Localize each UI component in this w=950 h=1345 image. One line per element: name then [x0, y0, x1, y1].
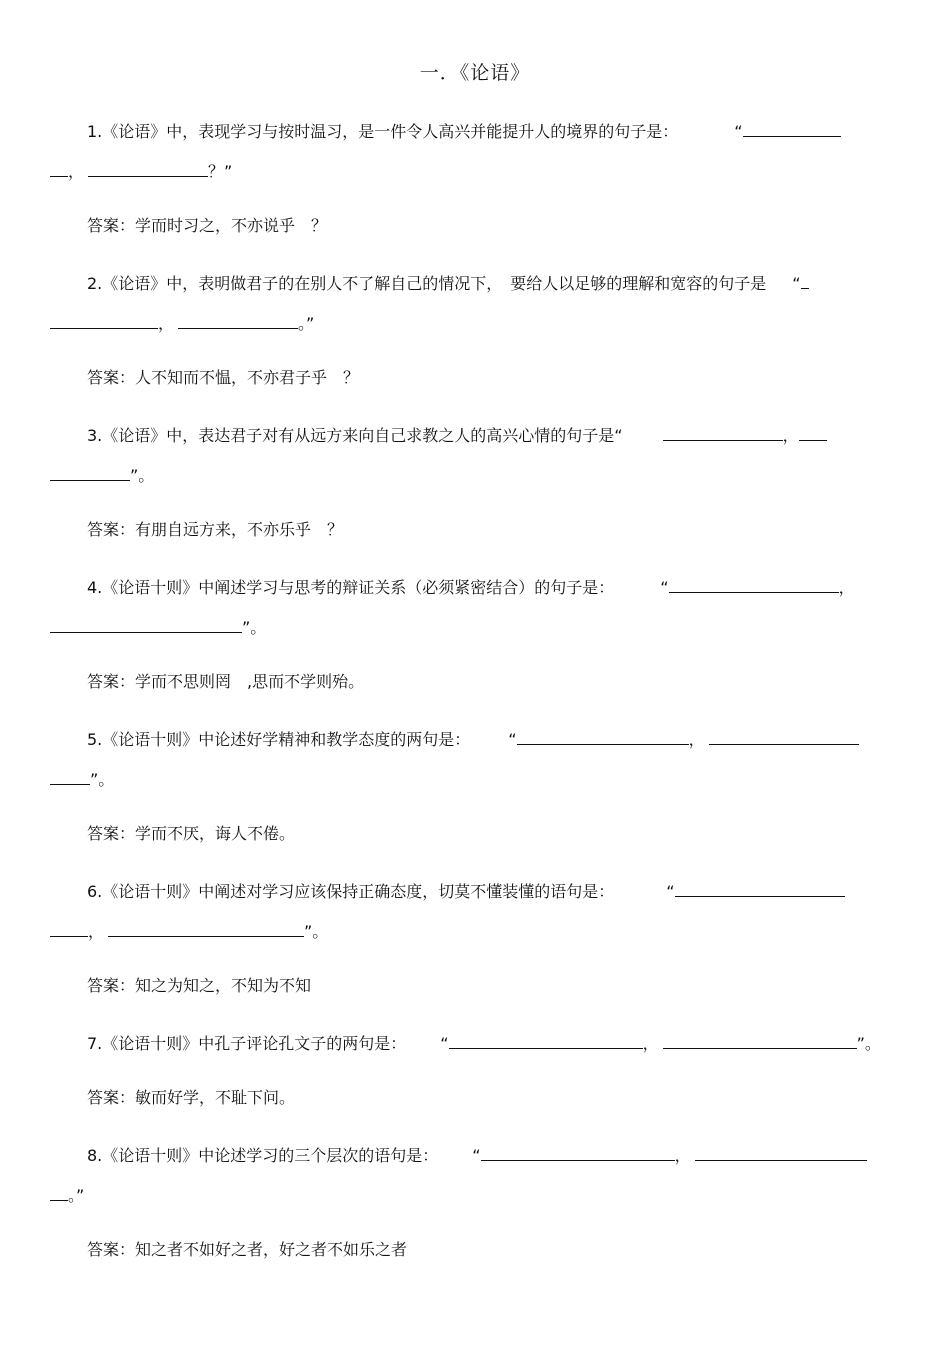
answer-blank[interactable]	[50, 466, 130, 481]
answer-blank[interactable]	[50, 770, 90, 785]
answer-blank[interactable]	[799, 426, 827, 441]
answer-2: 答案：人不知而不愠，不亦君子乎 ？	[87, 368, 360, 387]
question-6-cont: ， ”。	[50, 921, 902, 943]
question-1-cont: ， ？”	[50, 161, 902, 183]
question-8-cont: 。”	[50, 1185, 902, 1207]
answer-blank[interactable]	[695, 1146, 867, 1161]
answer-blank[interactable]	[449, 1034, 643, 1049]
answer-5: 答案：学而不厌，诲人不倦。	[87, 824, 296, 843]
answer-1: 答案：学而时习之，不亦说乎 ？	[87, 216, 328, 235]
question-4: 4.《论语十则》中阐述学习与思考的辩证关系（必须紧密结合）的句子是： “ ，	[87, 578, 855, 597]
question-6: 6.《论语十则》中阐述对学习应该保持正确态度，切莫不懂装懂的语句是： “	[50, 881, 939, 903]
answer-blank[interactable]	[178, 314, 298, 329]
answer-blank[interactable]	[88, 162, 208, 177]
question-2-cont: ， 。”	[50, 313, 902, 335]
question-3: 3.《论语》中，表达君子对有从远方来向自己求教之人的高兴心情的句子是“ ，	[50, 425, 939, 447]
answer-blank[interactable]	[50, 618, 242, 633]
answer-blank[interactable]	[50, 922, 88, 937]
question-1: 1.《论语》中，表现学习与按时温习，是一件令人高兴并能提升人的境界的句子是： “	[50, 121, 939, 143]
answer-blank[interactable]	[743, 122, 841, 137]
answer-7: 答案：敏而好学，不耻下问。	[87, 1088, 296, 1107]
answer-blank[interactable]	[481, 1146, 675, 1161]
answer-blank[interactable]	[709, 730, 859, 745]
answer-8: 答案：知之者不如好之者，好之者不如乐之者	[87, 1240, 408, 1259]
answer-blank[interactable]	[801, 274, 809, 289]
answer-3: 答案：有朋自远方来，不亦乐乎 ？	[87, 520, 344, 539]
question-3-cont: ”。	[50, 465, 902, 487]
answer-blank[interactable]	[675, 882, 845, 897]
question-8: 8.《论语十则》中论述学习的三个层次的语句是： “ ，	[50, 1145, 939, 1167]
answer-blank[interactable]	[50, 162, 68, 177]
answer-4: 答案：学而不思则罔 ,思而不学则殆。	[87, 672, 365, 691]
page-title: 一．《论语》	[419, 62, 531, 84]
question-2: 2.《论语》中，表明做君子的在别人不了解自己的情况下， 要给人以足够的理解和宽容的句子是 “	[50, 273, 939, 295]
answer-blank[interactable]	[50, 1186, 68, 1201]
question-4-cont: ”。	[50, 617, 902, 639]
answer-blank[interactable]	[50, 314, 158, 329]
question-5: 5.《论语十则》中论述好学精神和教学态度的两句是： “ ，	[50, 729, 939, 751]
answer-blank[interactable]	[517, 730, 689, 745]
question-7: 7.《论语十则》中孔子评论孔文子的两句是： “ ， ”。	[87, 1034, 881, 1053]
answer-blank[interactable]	[108, 922, 304, 937]
answer-blank[interactable]	[663, 1034, 857, 1049]
answer-6: 答案：知之为知之，不知为不知	[87, 976, 312, 995]
answer-blank[interactable]	[663, 426, 783, 441]
answer-blank[interactable]	[669, 578, 839, 593]
question-5-cont: ”。	[50, 769, 902, 791]
